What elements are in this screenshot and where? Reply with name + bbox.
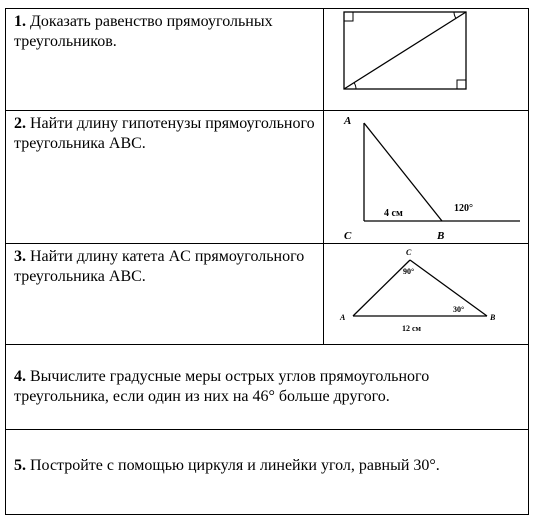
task-4-text: Вычислите градусные меры острых углов прямоугольного треугольника, если один из них на 46° больше другого. — [14, 368, 430, 405]
angle-label-b: 30° — [453, 305, 465, 314]
task-2-figure-cell — [324, 111, 529, 244]
vertex-label-a: A — [340, 313, 346, 322]
task-4-number: 4. — [14, 368, 26, 385]
angle-label-c: 90° — [403, 267, 415, 276]
task-3-figure-cell — [324, 244, 529, 345]
task-1-text: Доказать равенство прямоугольных треугольников. — [14, 13, 273, 50]
task-5-number: 5. — [14, 457, 26, 474]
side-cb — [410, 260, 487, 316]
triangle-abc-figure — [324, 244, 528, 344]
diagonal — [344, 12, 466, 89]
task-2-text-cell — [6, 111, 324, 244]
side-ac — [353, 260, 410, 316]
task-sheet — [5, 8, 528, 510]
task-1-number: 1. — [14, 13, 26, 30]
angle-arc-bottom-left — [354, 83, 356, 89]
rectangle-diagonal-figure — [324, 9, 528, 110]
task-2-number: 2. — [14, 115, 26, 132]
task-row-1 — [6, 9, 529, 111]
side-ab — [364, 123, 442, 221]
exterior-angle-label: 120° — [454, 203, 473, 214]
vertex-label-b: B — [437, 230, 445, 242]
side-length-label: 4 см — [384, 208, 403, 219]
right-angle-mark-top-left — [344, 12, 353, 21]
vertex-label-a: A — [344, 115, 352, 127]
tasks-table — [5, 8, 529, 515]
task-5-text: Постройте с помощью циркуля и линейки угол, равный 30°. — [30, 457, 440, 474]
task-1-text-cell — [6, 9, 324, 111]
task-3-number: 3. — [14, 248, 26, 265]
task-5-cell — [6, 430, 529, 515]
task-1-figure-cell — [324, 9, 529, 111]
vertex-label-c: C — [406, 248, 412, 257]
task-3-text-cell — [6, 244, 324, 345]
task-row-4 — [6, 345, 529, 430]
task-row-3 — [6, 244, 529, 345]
angle-arc-top-right — [454, 12, 456, 18]
right-angle-mark-bottom-right — [457, 80, 466, 89]
task-2-text: Найти длину гипотенузы прямоугольного треугольника ABC. — [14, 115, 315, 152]
side-length-label: 12 см — [402, 324, 421, 333]
task-4-cell — [6, 345, 529, 430]
task-row-2 — [6, 111, 529, 244]
vertex-label-b: B — [490, 313, 496, 322]
task-row-5 — [6, 430, 529, 515]
task-3-text: Найти длину катета AC прямоугольного треугольника ABC. — [14, 248, 305, 285]
triangle-abc-exterior-angle-figure — [324, 111, 528, 243]
vertex-label-c: C — [344, 230, 352, 242]
